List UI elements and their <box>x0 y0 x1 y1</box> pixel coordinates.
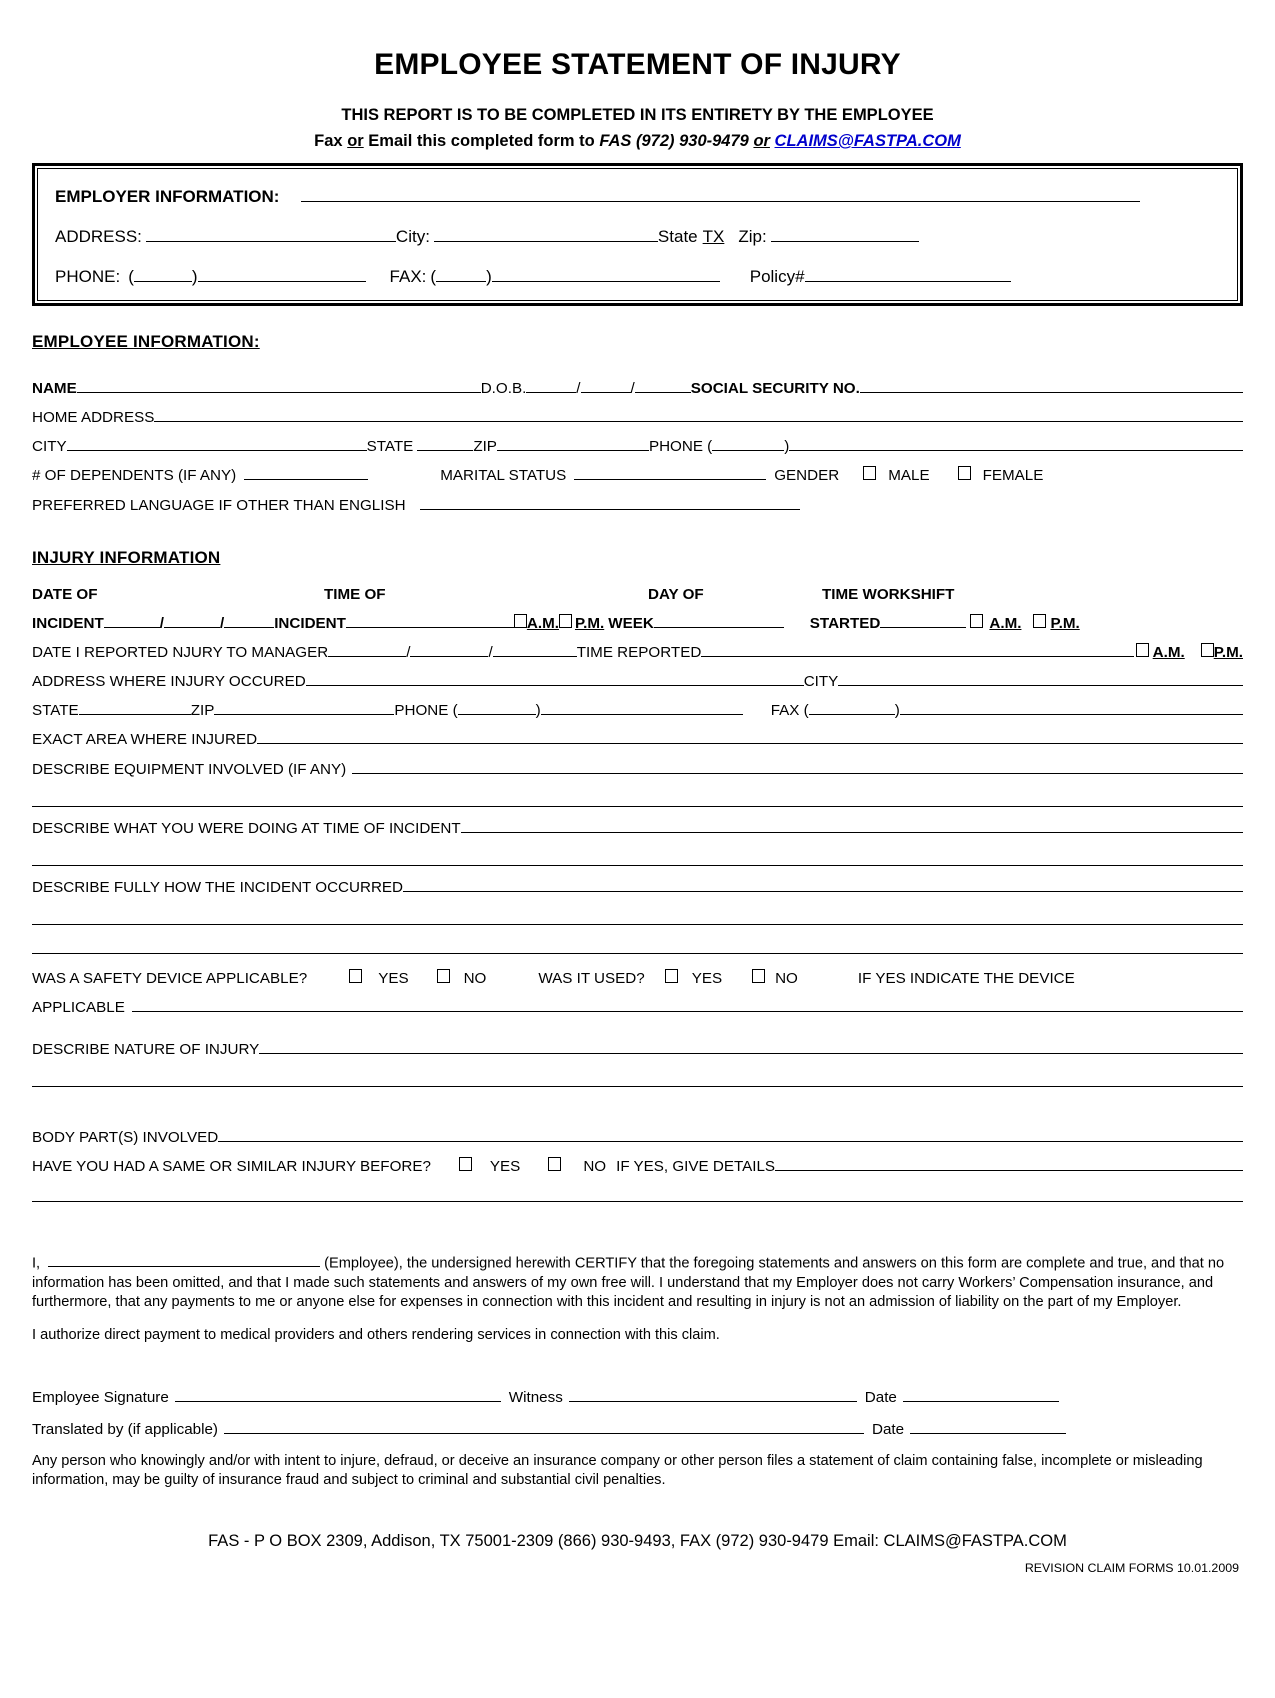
employer-state-value: TX <box>702 226 725 246</box>
witness-input[interactable] <box>569 1385 857 1401</box>
claims-email-link[interactable]: CLAIMS@FASTPA.COM <box>774 131 961 150</box>
equipment-input[interactable] <box>352 757 1243 773</box>
employer-city-label: City: <box>395 226 430 246</box>
employee-language-label: PREFERRED LANGUAGE IF OTHER THAN ENGLISH <box>32 496 406 514</box>
workshift-pm-label: P.M. <box>1050 614 1080 632</box>
incident-date-label: INCIDENT <box>32 614 104 632</box>
translated-date-input[interactable] <box>910 1418 1066 1434</box>
similar-injury-no-checkbox[interactable] <box>548 1157 561 1171</box>
how-occurred-label: DESCRIBE FULLY HOW THE INCIDENT OCCURRED <box>32 879 404 897</box>
applicable-input[interactable] <box>132 996 1243 1012</box>
employer-name-row <box>55 184 1220 207</box>
employee-name-label: NAME <box>32 379 77 397</box>
employee-ssn-label: SOCIAL SECURITY NO. <box>690 379 860 397</box>
workshift-started-input[interactable] <box>880 612 966 628</box>
similar-injury-row <box>32 1155 1243 1175</box>
signature-date-input[interactable] <box>903 1385 1059 1401</box>
employer-fax-label: FAX: <box>389 266 427 286</box>
employer-address-input[interactable] <box>146 224 396 242</box>
employee-dob-slash-1: / <box>576 379 581 397</box>
column-header-day-of: DAY OF <box>648 585 704 603</box>
certification-paragraph-1-text: (Employee), the undersigned herewith CERTIFY that the foregoing statements and answers on this form are complete and true, and that no information has been omitted, and that I made such statements and answers of my own free will. I understand that my Employer does not carry Workers’ Compensation insurance, and furthermore, that any payments to me or anyone else for expenses in connection with this incident and resulting in injury is not an admission of liability on the part of my Employer. <box>32 1255 1225 1310</box>
injury-phone-label: PHONE ( <box>394 702 458 720</box>
revision-note: REVISION CLAIM FORMS 10.01.2009 <box>1024 1561 1239 1576</box>
fax-instruction-or2: or <box>753 131 770 150</box>
body-parts-label: BODY PART(S) INVOLVED <box>32 1128 219 1146</box>
employee-dob-day-input[interactable] <box>581 377 631 393</box>
injury-state-row <box>32 699 1243 719</box>
injury-state-label: STATE <box>32 702 79 720</box>
gender-female-checkbox[interactable] <box>958 466 971 480</box>
translated-date-label: Date <box>872 1420 905 1438</box>
employee-home-address-label: HOME ADDRESS <box>32 408 155 426</box>
similar-injury-yes-checkbox[interactable] <box>459 1157 472 1171</box>
employer-information-box <box>32 163 1243 306</box>
employer-information-heading: EMPLOYER INFORMATION: <box>55 186 280 206</box>
workshift-am-checkbox[interactable] <box>970 614 983 628</box>
employer-fax-paren-close: ) <box>486 266 492 286</box>
gender-male-label: MALE <box>888 467 930 485</box>
employee-name-row <box>32 377 1243 397</box>
employee-home-address-row <box>32 406 1243 426</box>
certification-paragraph-1 <box>32 1252 1243 1312</box>
injury-reported-row <box>32 641 1243 661</box>
safety-device-row <box>32 969 1243 987</box>
how-occurred-input[interactable] <box>403 876 1243 892</box>
safety-device-no-label: NO <box>463 970 487 988</box>
safety-device-yes-label: YES <box>378 970 409 988</box>
injury-incident-row <box>32 612 1243 632</box>
exact-area-label: EXACT AREA WHERE INJURED <box>32 731 258 749</box>
employee-signature-input[interactable] <box>175 1385 501 1401</box>
similar-injury-details-input[interactable] <box>775 1155 1243 1171</box>
time-reported-am-checkbox[interactable] <box>1136 643 1149 657</box>
employee-dependents-input[interactable] <box>244 464 368 480</box>
injury-phone-number-input[interactable] <box>541 699 743 715</box>
certification-employee-name-input[interactable] <box>48 1252 320 1268</box>
injury-fax-area-input[interactable] <box>809 699 895 715</box>
injury-address-label: ADDRESS WHERE INJURY OCCURED <box>32 673 306 691</box>
fraud-warning-text: Any person who knowingly and/or with intent to injure, defraud, or deceive an insurance company or other person files a statement of claim containing false, incomplete or misleading information, may be guilty of insurance fraud and subject to criminal and substantial civil penalties. <box>32 1452 1203 1488</box>
safety-device-no-checkbox[interactable] <box>437 969 450 983</box>
form-subtitle: THIS REPORT IS TO BE COMPLETED IN ITS ENTIRETY BY THE EMPLOYEE <box>341 106 934 124</box>
employer-fax-number-input[interactable] <box>492 264 720 282</box>
injury-fax-label: FAX ( <box>770 702 809 720</box>
injury-state-input[interactable] <box>79 699 191 715</box>
doing-input-line-2[interactable] <box>32 865 1243 866</box>
injury-city-input[interactable] <box>838 670 1243 686</box>
nature-of-injury-row <box>32 1038 1243 1058</box>
fax-email-instruction <box>32 132 1243 152</box>
employee-city-row <box>32 435 1243 455</box>
column-header-date-of: DATE OF <box>32 585 98 603</box>
was-it-used-no-checkbox[interactable] <box>752 969 765 983</box>
was-it-used-yes-checkbox[interactable] <box>665 969 678 983</box>
incident-date-year-input[interactable] <box>224 612 274 628</box>
employee-dob-slash-2: / <box>630 379 635 397</box>
employee-signature-label: Employee Signature <box>32 1388 169 1406</box>
gender-male-checkbox[interactable] <box>863 466 876 480</box>
employee-marital-status-input[interactable] <box>574 464 766 480</box>
page-title: EMPLOYEE STATEMENT OF INJURY <box>374 48 901 81</box>
certification-i-label: I, <box>32 1255 41 1272</box>
employer-policy-label: Policy# <box>749 266 805 286</box>
employee-phone-label: PHONE ( <box>648 438 713 456</box>
incident-time-pm-checkbox[interactable] <box>559 614 572 628</box>
employee-language-row <box>32 493 1243 513</box>
signature-row <box>32 1385 1243 1405</box>
employee-home-address-input[interactable] <box>154 406 1243 422</box>
column-header-time-of: TIME OF <box>324 585 386 603</box>
signature-date-label: Date <box>864 1388 897 1406</box>
incident-date-slash-1: / <box>159 614 164 632</box>
footer-address: FAS - P O BOX 2309, Addison, TX 75001-2309 (866) 930-9493, FAX (972) 930-9479 Email: CLAIMS@FASTPA.COM <box>208 1532 1067 1551</box>
injury-phone-area-input[interactable] <box>458 699 536 715</box>
employer-phone-paren-close: ) <box>191 266 198 286</box>
fax-instruction-mid: Email this completed form to <box>363 131 600 150</box>
exact-area-row <box>32 728 1243 748</box>
employee-dependents-label: # OF DEPENDENTS (IF ANY) <box>32 467 237 485</box>
employee-name-input[interactable] <box>77 377 481 393</box>
injury-zip-input[interactable] <box>214 699 394 715</box>
translated-by-row <box>32 1418 1243 1438</box>
employer-phone-area-input[interactable] <box>134 264 192 282</box>
time-reported-label: TIME REPORTED <box>576 643 702 661</box>
time-reported-pm-label: P.M. <box>1213 643 1243 661</box>
equipment-label: DESCRIBE EQUIPMENT INVOLVED (IF ANY) <box>32 760 347 778</box>
employer-phone-row <box>55 264 1220 287</box>
employer-name-input[interactable] <box>301 184 1140 202</box>
employee-phone-number-input[interactable] <box>789 435 1243 451</box>
employer-phone-label: PHONE: <box>55 266 121 286</box>
workshift-am-label: A.M. <box>989 614 1022 632</box>
employer-zip-label: Zip: <box>738 226 767 246</box>
employer-fax-area-input[interactable] <box>436 264 486 282</box>
injury-phone-paren-close: ) <box>535 702 541 720</box>
injury-city-label: CITY <box>803 673 839 691</box>
incident-time-label: INCIDENT <box>274 614 346 632</box>
employer-phone-paren-open: ( <box>128 266 134 286</box>
day-of-week-input[interactable] <box>654 612 784 628</box>
body-parts-input[interactable] <box>218 1125 1243 1141</box>
injury-address-row <box>32 670 1243 690</box>
employee-city-label: CITY <box>32 438 67 456</box>
employee-information-heading: EMPLOYEE INFORMATION: <box>32 331 260 351</box>
employee-zip-input[interactable] <box>497 435 649 451</box>
employer-fax-paren-open: ( <box>430 266 437 286</box>
doing-row <box>32 817 1243 837</box>
similar-injury-no-label: NO <box>583 1157 607 1175</box>
injury-fax-paren-close: ) <box>894 702 900 720</box>
employee-dob-label: D.O.B. <box>480 379 527 397</box>
date-reported-slash-2: / <box>488 643 493 661</box>
applicable-row <box>32 996 1243 1016</box>
employee-state-input[interactable] <box>417 435 473 451</box>
body-parts-row <box>32 1125 1243 1145</box>
employer-phone-number-input[interactable] <box>198 264 366 282</box>
translated-by-label: Translated by (if applicable) <box>32 1420 218 1438</box>
translated-by-input[interactable] <box>224 1418 864 1434</box>
time-reported-am-label: A.M. <box>1152 643 1185 661</box>
date-reported-year-input[interactable] <box>493 641 577 657</box>
nature-of-injury-label: DESCRIBE NATURE OF INJURY <box>32 1041 260 1059</box>
employee-dependents-row <box>32 464 1243 484</box>
was-it-used-yes-label: YES <box>691 970 723 988</box>
employee-ssn-input[interactable] <box>860 377 1243 393</box>
time-reported-pm-checkbox[interactable] <box>1201 643 1214 657</box>
incident-time-am-label: A.M. <box>526 614 559 632</box>
similar-injury-yes-label: YES <box>489 1157 521 1175</box>
applicable-label: APPLICABLE <box>32 999 125 1017</box>
employee-language-input[interactable] <box>420 493 800 509</box>
injury-fax-number-input[interactable] <box>900 699 1243 715</box>
employee-dob-month-input[interactable] <box>526 377 576 393</box>
injury-address-input[interactable] <box>306 670 804 686</box>
employer-policy-input[interactable] <box>805 264 1011 282</box>
was-it-used-label: WAS IT USED? <box>538 970 645 988</box>
employer-address-row <box>55 224 1220 247</box>
time-reported-input[interactable] <box>701 641 1133 657</box>
employee-city-input[interactable] <box>67 435 367 451</box>
injury-zip-label: ZIP <box>190 702 215 720</box>
similar-injury-label: HAVE YOU HAD A SAME OR SIMILAR INJURY BEFORE? <box>32 1157 431 1175</box>
certification-spacer <box>32 1202 1243 1252</box>
date-reported-day-input[interactable] <box>410 641 488 657</box>
how-occurred-input-line-3[interactable] <box>32 953 1243 954</box>
workshift-started-label: STARTED <box>809 614 881 632</box>
column-header-time-workshift: TIME WORKSHIFT <box>822 585 955 603</box>
equipment-row <box>32 757 1243 777</box>
nature-of-injury-input-line-2[interactable] <box>32 1086 1243 1087</box>
incident-date-slash-2: / <box>219 614 225 632</box>
fax-instruction-prefix: Fax <box>314 131 348 150</box>
injury-column-headers <box>32 586 1243 603</box>
workshift-pm-checkbox[interactable] <box>1033 614 1046 628</box>
employee-marital-status-label: MARITAL STATUS <box>440 467 567 485</box>
safety-device-label: WAS A SAFETY DEVICE APPLICABLE? <box>32 970 308 988</box>
form-page <box>0 48 1275 1698</box>
fas-fax-number: FAS (972) 930-9479 <box>599 131 749 150</box>
employee-phone-area-input[interactable] <box>712 435 784 451</box>
safety-device-yes-checkbox[interactable] <box>349 969 362 983</box>
employer-city-input[interactable] <box>434 224 658 242</box>
incident-date-month-input[interactable] <box>104 612 160 628</box>
equipment-input-line-2[interactable] <box>32 806 1243 807</box>
employee-state-label: STATE <box>366 438 414 456</box>
exact-area-input[interactable] <box>257 728 1243 744</box>
how-occurred-input-line-2[interactable] <box>32 924 1243 925</box>
gender-female-label: FEMALE <box>982 467 1044 485</box>
day-of-week-label: WEEK <box>608 614 654 632</box>
certification-block <box>32 1252 1243 1346</box>
nature-of-injury-input[interactable] <box>259 1038 1243 1054</box>
doing-input[interactable] <box>461 817 1243 833</box>
certification-paragraph-2: I authorize direct payment to medical providers and others rendering services in connection with this claim. <box>32 1327 720 1344</box>
how-occurred-row <box>32 876 1243 896</box>
was-it-used-no-label: NO <box>775 970 798 988</box>
incident-time-am-checkbox[interactable] <box>514 614 527 628</box>
fax-instruction-or: or <box>347 131 364 150</box>
date-reported-label: DATE I REPORTED NJURY TO MANAGER <box>32 643 329 661</box>
employee-phone-paren-close: ) <box>784 438 790 456</box>
incident-time-pm-label: P.M. <box>574 614 605 632</box>
employee-zip-label: ZIP <box>473 438 497 456</box>
incident-time-input[interactable] <box>346 612 514 628</box>
witness-label: Witness <box>508 1388 563 1406</box>
date-reported-month-input[interactable] <box>328 641 406 657</box>
employee-dob-year-input[interactable] <box>635 377 691 393</box>
employer-zip-input[interactable] <box>771 224 919 242</box>
employee-gender-label: GENDER <box>774 467 840 485</box>
injury-information-heading: INJURY INFORMATION <box>32 547 221 567</box>
if-yes-indicate-device-label: IF YES INDICATE THE DEVICE <box>857 970 1075 988</box>
date-reported-slash-1: / <box>406 643 411 661</box>
incident-date-day-input[interactable] <box>164 612 220 628</box>
employer-state-label: State <box>657 226 698 246</box>
if-yes-give-details-label: IF YES, GIVE DETAILS <box>616 1157 776 1175</box>
employer-address-label: ADDRESS: <box>55 226 142 246</box>
doing-label: DESCRIBE WHAT YOU WERE DOING AT TIME OF INCIDENT <box>32 819 461 837</box>
